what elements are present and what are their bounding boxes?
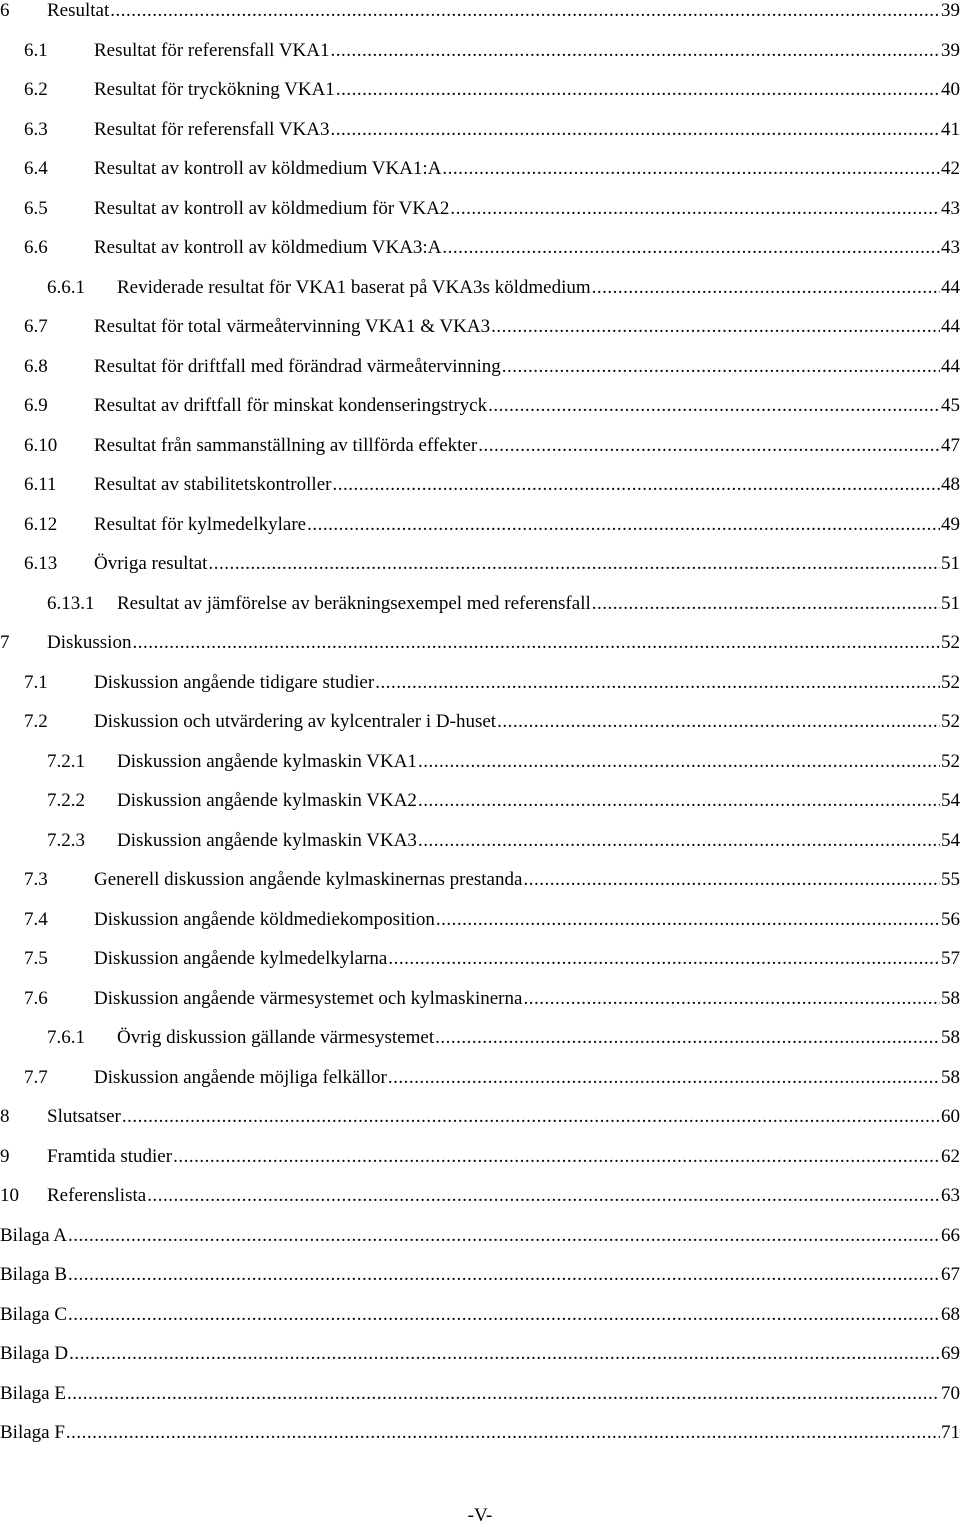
toc-dot-leader bbox=[418, 790, 940, 812]
toc-entry-number: 6.7 bbox=[24, 316, 48, 337]
toc-entry[interactable] bbox=[0, 1175, 960, 1207]
toc-dot-leader bbox=[68, 1304, 940, 1326]
toc-entry[interactable] bbox=[0, 504, 960, 536]
toc-entry-title: Bilaga B bbox=[0, 1264, 68, 1285]
toc-entry-number: 9 bbox=[0, 1145, 10, 1167]
toc-entry-page: 49 bbox=[941, 513, 960, 535]
toc-entry-number: 7.2.1 bbox=[47, 750, 85, 772]
toc-entry-number: 7.5 bbox=[24, 948, 48, 969]
toc-entry-page: 66 bbox=[941, 1224, 960, 1246]
toc-entry-page: 52 bbox=[941, 750, 960, 772]
toc-entry[interactable] bbox=[0, 1333, 960, 1365]
toc-entry-title: Resultat bbox=[47, 0, 110, 21]
toc-dot-leader bbox=[332, 474, 940, 496]
toc-entry-page: 57 bbox=[941, 948, 960, 969]
toc-entry-title: Reviderade resultat för VKA1 baserat på VKA3s köldmedium bbox=[117, 276, 591, 298]
toc-dot-leader bbox=[442, 158, 940, 180]
toc-entry-page: 52 bbox=[941, 632, 960, 653]
toc-entry-number: 6.6.1 bbox=[47, 276, 85, 298]
toc-entry-page: 56 bbox=[941, 908, 960, 930]
toc-entry-page: 43 bbox=[941, 197, 960, 219]
toc-entry[interactable] bbox=[0, 1254, 960, 1286]
toc-entry-number: 6.10 bbox=[24, 434, 58, 456]
toc-entry[interactable] bbox=[0, 978, 960, 1010]
toc-entry-title: Resultat för total värmeåtervinning VKA1 & VKA3 bbox=[94, 316, 491, 337]
toc-entry[interactable] bbox=[0, 425, 960, 457]
toc-entry[interactable] bbox=[0, 543, 960, 575]
toc-entry[interactable] bbox=[0, 109, 960, 141]
toc-dot-leader bbox=[67, 1383, 940, 1405]
toc-entry-title: Resultat från sammanställning av tillförda effekter bbox=[94, 434, 478, 456]
toc-entry-title: Resultat för referensfall VKA3 bbox=[94, 118, 330, 140]
toc-entry-title: Bilaga E bbox=[0, 1382, 66, 1404]
toc-dot-leader bbox=[69, 1343, 940, 1365]
toc-entry-number: 6.6 bbox=[24, 237, 48, 258]
toc-entry-number: 6.1 bbox=[24, 39, 48, 61]
toc-entry[interactable] bbox=[0, 583, 960, 615]
toc-entry-title: Diskussion bbox=[47, 632, 132, 653]
toc-dot-leader bbox=[435, 1027, 940, 1049]
toc-entry-number: 7.1 bbox=[24, 671, 48, 693]
toc-dot-leader bbox=[523, 869, 940, 891]
toc-dot-leader bbox=[66, 1422, 940, 1444]
toc-dot-leader bbox=[388, 948, 940, 970]
page-number: -V- bbox=[467, 1505, 493, 1526]
toc-entry-title: Resultat av kontroll av köldmedium VKA3:A bbox=[94, 237, 442, 258]
toc-entry-page: 70 bbox=[941, 1382, 960, 1404]
toc-entry-number: 7.4 bbox=[24, 908, 48, 930]
toc-entry-title: Referenslista bbox=[47, 1185, 147, 1206]
toc-entry-page: 68 bbox=[941, 1303, 960, 1325]
toc-entry-number: 7.6.1 bbox=[47, 1027, 85, 1048]
toc-entry-title: Resultat för driftfall med förändrad värmeåtervinning bbox=[94, 355, 501, 377]
toc-entry-title: Bilaga D bbox=[0, 1343, 69, 1364]
toc-entry[interactable] bbox=[0, 662, 960, 694]
toc-entry-page: 52 bbox=[941, 671, 960, 693]
toc-entry-number: 7.2.3 bbox=[47, 829, 85, 851]
toc-entry-page: 60 bbox=[941, 1106, 960, 1127]
toc-dot-leader bbox=[478, 435, 940, 457]
toc-entry[interactable] bbox=[0, 464, 960, 496]
toc-entry-number: 6.13 bbox=[24, 553, 58, 574]
toc-entry-page: 44 bbox=[941, 355, 960, 377]
toc-entry-title: Resultat för referensfall VKA1 bbox=[94, 39, 330, 61]
toc-entry-title: Diskussion angående köldmediekomposition bbox=[94, 908, 435, 930]
toc-entry-number: 6 bbox=[0, 0, 10, 21]
toc-entry-number: 6.8 bbox=[24, 355, 48, 377]
toc-entry[interactable] bbox=[0, 1017, 960, 1049]
toc-entry-number: 10 bbox=[0, 1185, 19, 1206]
toc-entry-title: Diskussion angående kylmedelkylarna bbox=[94, 948, 388, 969]
toc-entry-title: Diskussion angående tidigare studier bbox=[94, 671, 375, 693]
toc-entry[interactable] bbox=[0, 1294, 960, 1326]
toc-entry-number: 6.5 bbox=[24, 197, 48, 219]
toc-dot-leader bbox=[497, 711, 940, 733]
toc-entry-page: 55 bbox=[941, 869, 960, 890]
toc-entry-page: 41 bbox=[941, 118, 960, 140]
toc-dot-leader bbox=[307, 514, 940, 536]
toc-entry[interactable] bbox=[0, 1057, 960, 1089]
toc-entry[interactable] bbox=[0, 1215, 960, 1247]
toc-dot-leader bbox=[173, 1146, 940, 1168]
toc-dot-leader bbox=[68, 1264, 940, 1286]
toc-dot-leader bbox=[418, 830, 940, 852]
toc-entry-page: 48 bbox=[941, 474, 960, 495]
toc-dot-leader bbox=[488, 395, 940, 417]
toc-entry-title: Framtida studier bbox=[47, 1145, 173, 1167]
toc-entry[interactable] bbox=[0, 859, 960, 891]
toc-entry-title: Diskussion angående kylmaskin VKA3 bbox=[117, 829, 417, 851]
toc-entry-title: Diskussion angående möjliga felkällor bbox=[94, 1066, 387, 1088]
toc-entry[interactable] bbox=[0, 938, 960, 970]
toc-dot-leader bbox=[592, 277, 940, 299]
toc-entry[interactable] bbox=[0, 385, 960, 417]
toc-entry-page: 69 bbox=[941, 1343, 960, 1364]
toc-entry[interactable] bbox=[0, 30, 960, 62]
toc-entry-page: 39 bbox=[941, 39, 960, 61]
toc-entry-page: 42 bbox=[941, 158, 960, 179]
toc-entry-title: Generell diskussion angående kylmaskinernas prestanda bbox=[94, 869, 523, 890]
toc-entry-page: 67 bbox=[941, 1264, 960, 1285]
toc-entry-title: Bilaga F bbox=[0, 1422, 65, 1443]
toc-entry[interactable] bbox=[0, 188, 960, 220]
toc-dot-leader bbox=[122, 1106, 940, 1128]
toc-dot-leader bbox=[68, 1225, 940, 1247]
toc-dot-leader bbox=[418, 751, 940, 773]
toc-entry[interactable] bbox=[0, 820, 960, 852]
toc-dot-leader bbox=[336, 79, 940, 101]
toc-dot-leader bbox=[132, 632, 940, 654]
toc-entry-page: 58 bbox=[941, 987, 960, 1009]
toc-entry-number: 6.12 bbox=[24, 513, 58, 535]
toc-entry-number: 8 bbox=[0, 1106, 10, 1127]
toc-entry[interactable] bbox=[0, 306, 960, 338]
toc-entry-page: 71 bbox=[941, 1422, 960, 1443]
toc-entry-page: 58 bbox=[941, 1066, 960, 1088]
toc-entry-title: Slutsatser bbox=[47, 1106, 121, 1127]
toc-entry-page: 58 bbox=[941, 1027, 960, 1048]
toc-entry-title: Resultat av jämförelse av beräkningsexempel med referensfall bbox=[117, 592, 591, 614]
toc-entry-number: 7 bbox=[0, 632, 10, 653]
toc-entry-page: 62 bbox=[941, 1145, 960, 1167]
toc-dot-leader bbox=[502, 356, 940, 378]
toc-dot-leader bbox=[375, 672, 940, 694]
toc-entry-number: 7.2 bbox=[24, 711, 48, 732]
toc-entry[interactable] bbox=[0, 780, 960, 812]
toc-entry-page: 40 bbox=[941, 79, 960, 100]
toc-entry-title: Resultat av kontroll av köldmedium VKA1:A bbox=[94, 158, 442, 179]
toc-entry-number: 7.7 bbox=[24, 1066, 48, 1088]
toc-entry[interactable] bbox=[0, 1136, 960, 1168]
toc-entry-number: 6.9 bbox=[24, 395, 48, 416]
toc-dot-leader bbox=[208, 553, 940, 575]
toc-dot-leader bbox=[436, 909, 940, 931]
toc-dot-leader bbox=[523, 988, 940, 1010]
toc-entry-page: 63 bbox=[941, 1185, 960, 1206]
toc-entry-title: Övrig diskussion gällande värmesystemet bbox=[117, 1027, 435, 1048]
toc-entry-title: Resultat av driftfall för minskat kondenseringstryck bbox=[94, 395, 488, 416]
toc-entry-title: Bilaga C bbox=[0, 1303, 68, 1325]
toc-entry-page: 44 bbox=[941, 316, 960, 337]
toc-entry-page: 54 bbox=[941, 829, 960, 851]
toc-entry-title: Bilaga A bbox=[0, 1224, 68, 1246]
toc-entry-title: Resultat för tryckökning VKA1 bbox=[94, 79, 335, 100]
toc-entry[interactable] bbox=[0, 1412, 960, 1444]
toc-entry-title: Diskussion angående värmesystemet och kylmaskinerna bbox=[94, 987, 523, 1009]
toc-entry-page: 47 bbox=[941, 434, 960, 456]
toc-dot-leader bbox=[147, 1185, 940, 1207]
toc-entry-title: Resultat för kylmedelkylare bbox=[94, 513, 307, 535]
toc-entry-page: 45 bbox=[941, 395, 960, 416]
toc-entry[interactable] bbox=[0, 899, 960, 931]
toc-dot-leader bbox=[592, 593, 940, 615]
toc-entry-number: 6.4 bbox=[24, 158, 48, 179]
toc-entry-title: Resultat av kontroll av köldmedium för VKA2 bbox=[94, 197, 450, 219]
toc-entry-page: 51 bbox=[941, 553, 960, 574]
toc-entry-page: 44 bbox=[941, 276, 960, 298]
toc-dot-leader bbox=[331, 119, 941, 141]
toc-dot-leader bbox=[110, 0, 940, 22]
toc-entry-number: 6.13.1 bbox=[47, 592, 95, 614]
toc-entry[interactable] bbox=[0, 267, 960, 299]
toc-entry-number: 6.3 bbox=[24, 118, 48, 140]
toc-dot-leader bbox=[450, 198, 940, 220]
toc-entry[interactable] bbox=[0, 227, 960, 259]
toc-entry-page: 52 bbox=[941, 711, 960, 732]
toc-entry-number: 6.2 bbox=[24, 79, 48, 100]
toc-entry-page: 54 bbox=[941, 790, 960, 811]
toc-entry-number: 7.3 bbox=[24, 869, 48, 890]
toc-entry[interactable] bbox=[0, 622, 960, 654]
toc-entry[interactable] bbox=[0, 1096, 960, 1128]
toc-entry[interactable] bbox=[0, 1373, 960, 1405]
toc-dot-leader bbox=[388, 1067, 940, 1089]
toc-entry-title: Diskussion och utvärdering av kylcentraler i D-huset bbox=[94, 711, 497, 732]
toc-entry[interactable] bbox=[0, 741, 960, 773]
toc-entry-page: 51 bbox=[941, 592, 960, 614]
toc-entry-number: 6.11 bbox=[24, 474, 57, 495]
toc-entry[interactable] bbox=[0, 69, 960, 101]
toc-entry-title: Diskussion angående kylmaskin VKA2 bbox=[117, 790, 417, 811]
toc-entry[interactable] bbox=[0, 346, 960, 378]
toc-dot-leader bbox=[331, 40, 941, 62]
toc-entry[interactable] bbox=[0, 701, 960, 733]
toc-entry-page: 43 bbox=[941, 237, 960, 258]
toc-dot-leader bbox=[491, 316, 940, 338]
toc-entry-page: 39 bbox=[941, 0, 960, 21]
toc-entry[interactable] bbox=[0, 148, 960, 180]
toc-entry-number: 7.6 bbox=[24, 987, 48, 1009]
toc-entry-number: 7.2.2 bbox=[47, 790, 85, 811]
toc-entry-title: Diskussion angående kylmaskin VKA1 bbox=[117, 750, 417, 772]
toc-entry-title: Resultat av stabilitetskontroller bbox=[94, 474, 332, 495]
toc-dot-leader bbox=[442, 237, 940, 259]
toc-entry[interactable] bbox=[0, 0, 960, 22]
toc-entry-title: Övriga resultat bbox=[94, 553, 208, 574]
